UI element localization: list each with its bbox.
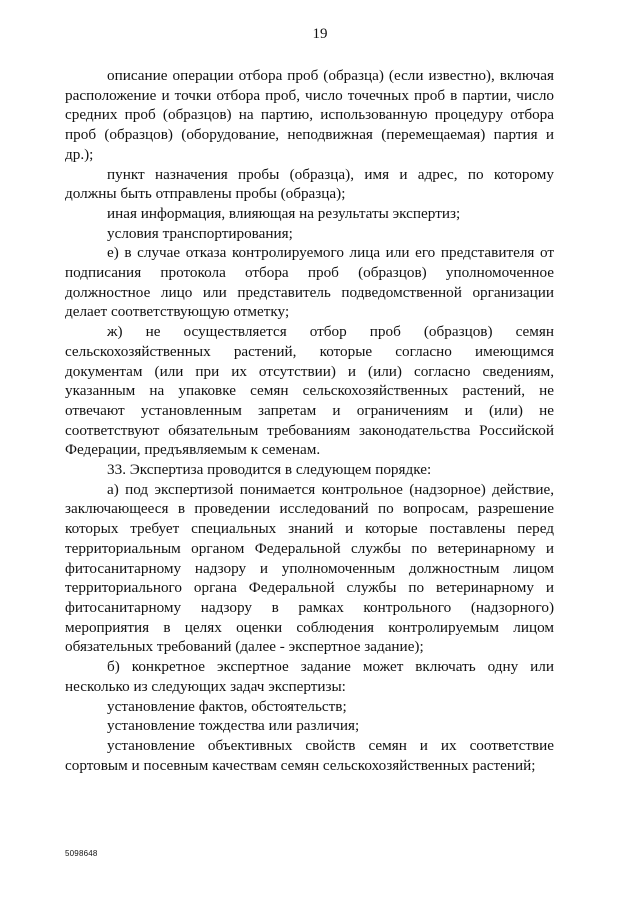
paragraph-sampling-description: описание операции отбора проб (образца) (если известно), включая расположение и точки отбора проб, число точечных проб в партии, число средних проб (образцов) на партию, использованную процедуру отбора проб (образцов) (оборудование, неподвижная (перемещаемая) партия и др.); <box>65 67 554 163</box>
paragraph-item-a: а) под экспертизой понимается контрольное (надзорное) действие, заключающееся в проведении исследований по вопросам, разрешение которых требует специальных знаний и которые поставлены перед территориальным органом Федеральной службы по ветеринарному и фитосанитарному надзору и уполномоченным должностным лицом территориального органа Федеральной службы по ветеринарному и фитосанитарному надзору в рамках контрольного (надзорного) мероприятия в целях оценки соблюдения контролируемым лицом обязательных требований (далее - экспертное задание); <box>65 480 554 656</box>
paragraph-facts: установление фактов, обстоятельств; <box>107 697 347 715</box>
page-number: 19 <box>312 26 328 42</box>
document-body <box>65 66 554 775</box>
paragraph-objective-properties: установление объективных свойств семян и их соответствие сортовым и посевным качествам семян сельскохозяйственных растений; <box>65 736 554 774</box>
paragraph-other-info: иная информация, влияющая на результаты экспертиз; <box>107 204 461 222</box>
paragraph-item-b: б) конкретное экспертное задание может включать одну или несколько из следующих задач экспертизы: <box>65 658 554 695</box>
paragraph-item-e: е) в случае отказа контролируемого лица или его представителя от подписания протокола отбора проб (образцов) уполномоченное должностное лицо или представитель подведомственной организации делает соответствующую отметку; <box>65 244 554 321</box>
paragraph-transport-conditions: условия транспортирования; <box>107 224 293 242</box>
document-code: 5098648 <box>65 849 98 858</box>
paragraph-clause-33: 33. Экспертиза проводится в следующем порядке: <box>107 461 432 479</box>
paragraph-item-zh: ж) не осуществляется отбор проб (образцов) семян сельскохозяйственных растений, которые согласно имеющимся документам (или при их отсутствии) и (или) согласно сведениям, указанным на упаковке семян сельскохозяйственных растений, не отвечают установленным запретам и ограничениям и (или) не соответствуют обязательным требованиям законодательства Российской Федерации, предъявляемым к семенам. <box>65 323 554 459</box>
paragraph-destination: пункт назначения пробы (образца), имя и адрес, по которому должны быть отправлены пробы (образца); <box>65 165 554 203</box>
paragraph-identity: установление тождества или различия; <box>107 717 360 735</box>
